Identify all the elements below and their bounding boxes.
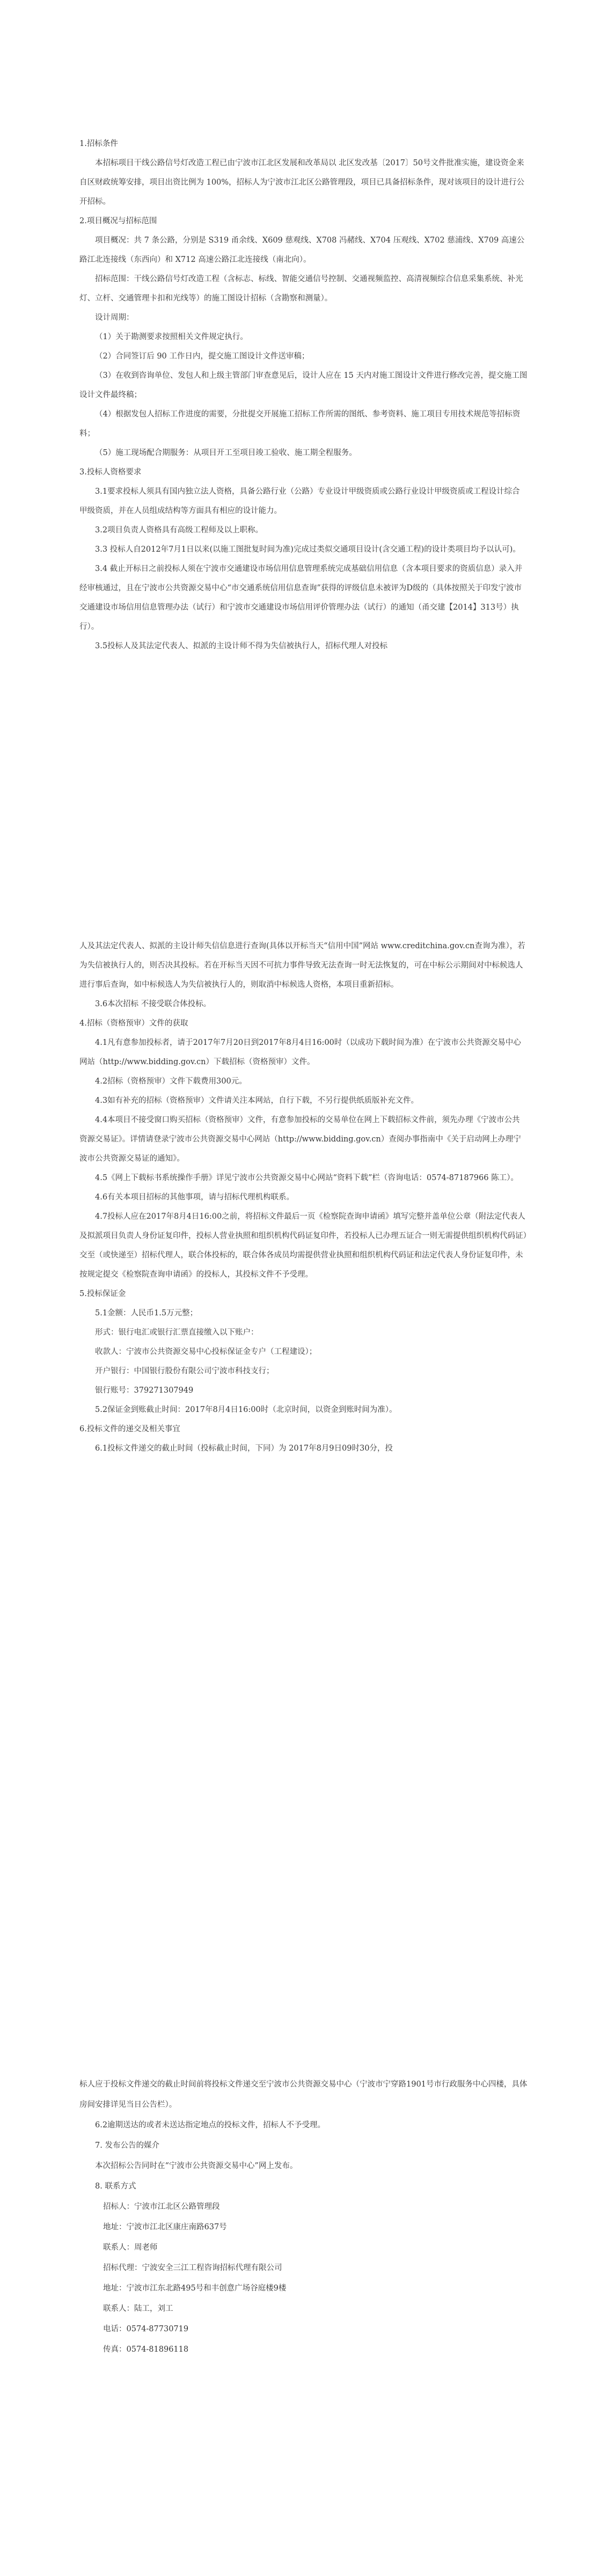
paragraph-publication-media: 本次招标公告同时在“宁波市公共资源交易中心”网上发布。 bbox=[95, 2162, 298, 2170]
bond-line: 收款人：宁波市公共资源交易中心投标保证金专户（工程建设）； bbox=[95, 1348, 317, 1356]
requirement-item: （1）关于勘测要求按照相关文件规定执行。 bbox=[95, 333, 248, 341]
acquisition-item: 4.2招标（资格预审）文件下载费用300元。 bbox=[95, 1077, 247, 1086]
contact-line: 联系人：陆工，刘工 bbox=[103, 2304, 173, 2313]
section-block-1 bbox=[79, 134, 528, 656]
contact-line: 电话：0574-87730719 bbox=[103, 2325, 189, 2333]
heading-project-overview: 2.项目概况与招标范围 bbox=[79, 217, 157, 225]
heading-submission: 6.投标文件的递交及相关事宜 bbox=[79, 1425, 180, 1433]
heading-document-acquisition: 4.招标（资格预审）文件的获取 bbox=[79, 1019, 188, 1028]
contact-line: 联系人：周老师 bbox=[103, 2243, 158, 2252]
requirement-item: （2）合同签订后 90 工作日内，提交施工图设计文件送审稿； bbox=[95, 352, 310, 361]
bond-line: 5.1金额：人民币1.5万元整； bbox=[95, 1309, 198, 1318]
heading-qualification: 3.投标人资格要求 bbox=[79, 468, 142, 477]
qualification-item: 3.5投标人及其法定代表人、拟派的主设计师不得为失信被执行人，招标代理人对投标 bbox=[95, 642, 388, 650]
acquisition-item: 4.6有关本项目招标的其他事项，请与招标代理机构联系。 bbox=[95, 1193, 295, 1202]
section-block-3 bbox=[79, 2074, 528, 2360]
qualification-item: 3.2项目负责人资格具有高级工程师及以上职称。 bbox=[95, 526, 264, 535]
qualification-item: 3.6本次招标 不接受联合体投标。 bbox=[95, 1000, 211, 1008]
requirement-item: （3）在收到咨询单位、发包人和上级主管部门审查意见后，设计人应在 15 天内对施工图设计文件进行修改完善，提交施工图设计文件最终稿； bbox=[79, 371, 528, 399]
design-requirements-heading: 设计周期： bbox=[95, 313, 134, 322]
paragraph-bidding-conditions: 本招标项目干线公路信号灯改造工程已由宁波市江北区发展和改革局以 北区发改基〔2017〕50号文件批准实施，建设资金来自区财政统筹安排，项目出资比例为 100%，招标人为宁波市江北区公路管理段，项目已具备招标条件，现对该项目的设计进行公开招标。 bbox=[79, 159, 525, 206]
paragraph-continuation: 标人应于投标文件递交的截止时间前将投标文件递交至宁波市公共资源交易中心（宁波市宁穿路1901号市行政服务中心四楼，具体房间安排详见当日公告栏）。 bbox=[79, 2080, 528, 2109]
submission-item: 6.2逾期送达的或者未送达指定地点的投标文件，招标人不予受理。 bbox=[95, 2121, 326, 2129]
acquisition-item: 4.4本项目不接受窗口购买招标（资格预审）文件，有意参加投标的交易单位在网上下载招标文件前，须先办理《宁波市公共资源交易证》。详情请登录宁波市公共资源交易中心网站（http://www.bidding.gov.cn）查阅办事指南中《关于启动网上办理宁波市公共资源交易证的通知》。 bbox=[79, 1116, 521, 1163]
heading-bid-bond: 5.投标保证金 bbox=[79, 1290, 126, 1298]
contact-line: 招标代理：宁波安全三江工程咨询招标代理有限公司 bbox=[103, 2264, 282, 2272]
requirement-item: （4）根据发包人招标工作进度的需要，分批提交开展施工招标工作所需的图纸、参考资料、施工项目专用技术规范等招标资料； bbox=[79, 410, 521, 438]
heading-contact: 8. 联系方式 bbox=[95, 2182, 136, 2191]
qualification-item: 3.3 投标人自2012年7月1日以来(以施工图批复时间为准)完成过类似交通项目设计(含交通工程)的设计类项目均予以认可)。 bbox=[95, 545, 521, 554]
bond-line: 形式：银行电汇或银行汇票直接缴入以下账户： bbox=[95, 1328, 259, 1337]
section-block-2 bbox=[79, 936, 528, 1458]
contact-line: 地址：宁波市江北区康庄南路637号 bbox=[103, 2223, 227, 2231]
bond-line: 开户银行：中国银行股份有限公司宁波市科技支行； bbox=[95, 1367, 274, 1375]
submission-item: 6.1投标文件递交的截止时间（投标截止时间，下同）为 2017年8月9日09时30分，投 bbox=[95, 1444, 393, 1453]
paragraph-continuation: 人及其法定代表人、拟派的主设计师失信信息进行查询(具体以开标当天“信用中国”网站 www.creditchina.gov.cn查询为准），若为失信被执行人的，则否决其投标。若在开标当天因不可抗力事件导致无法查询一时无法恢复的，可在中标公示期间对中标候选人进行事后查询，如中标候选人为失信被执行人的，则取消中标候选人资格，本项目重新招标。 bbox=[79, 942, 525, 989]
heading-bidding-conditions: 1.招标条件 bbox=[79, 140, 118, 148]
bond-line: 银行账号：379271307949 bbox=[95, 1386, 194, 1395]
heading-publication-media: 7. 发布公告的媒介 bbox=[95, 2141, 159, 2150]
contact-line: 地址：宁波市江东北路495号和丰创意广场谷庭楼9楼 bbox=[103, 2284, 287, 2293]
acquisition-item: 4.5《网上下载标书系统操作手册》详见宁波市公共资源交易中心网站“资料下载”栏（咨询电话：0574-87187966 陈工）。 bbox=[95, 1174, 518, 1182]
bond-line: 5.2保证金到账截止时间：2017年8月4日16:00时（北京时间，以资金到账时间为准）。 bbox=[95, 1406, 397, 1414]
paragraph-project-overview: 项目概况：共 7 条公路，分别是 S319 甬余线、X609 慈观线、X708 冯赭线、X704 压观线、X702 慈浦线、X709 高速公路江北连接线（东西向）和 X712 高速公路江北连接线（南北向）。 bbox=[79, 236, 525, 264]
paragraph-bidding-scope: 招标范围：干线公路信号灯改造工程（含标志、标线、智能交通信号控制、交通视频监控、高清视频综合信息采集系统、补光灯、立杆、交通管理卡扣和光线等）的施工图设计招标（含勘察和测量）。 bbox=[79, 275, 523, 303]
qualification-item: 3.4 截止开标日之前投标人须在宁波市交通建设市场信用信息管理系统完成基础信用信息（含本项目要求的资质信息）录入并经审核通过，且在宁波市公共资源交易中心“市交通系统信用信息查询”获得的评级信息未被评为D级的（具体按照关于印发宁波市交通建设市场信用信息管理办法（试行）和宁波市交通建设市场信用评价管理办法（试行）的通知（甬交建【2014】313号）执行）。 bbox=[79, 565, 523, 631]
contact-list bbox=[79, 2197, 528, 2360]
qualification-item: 3.1要求投标人须具有国内独立法人资格，具备公路行业（公路）专业设计甲级资质或公路行业设计甲级资质或工程设计综合甲级资质，并在人员组成结构等方面具有相应的设计能力。 bbox=[79, 487, 520, 515]
contact-line: 招标人：宁波市江北区公路管理段 bbox=[103, 2202, 220, 2211]
requirement-item: （5）施工现场配合期服务：从项目开工至项目竣工验收、施工期全程服务。 bbox=[95, 449, 357, 457]
acquisition-item: 4.1凡有意参加投标者，请于2017年7月20日到2017年8月4日16:00时（以成功下载时间为准）在宁波市公共资源交易中心网站（http://www.bidding.gov.cn）下载招标（资格预审）文件。 bbox=[79, 1038, 521, 1066]
acquisition-item: 4.3如有补充的招标（资格预审）文件请关注本网站，自行下载，不另行提供纸质版补充文件。 bbox=[95, 1096, 419, 1105]
contact-line: 传真：0574-81896118 bbox=[103, 2345, 189, 2354]
acquisition-item: 4.7投标人应在2017年8月4日16:00之前，将招标文件最后一页《检察院查询申请函》填写完整并盖单位公章（附法定代表人及拟派项目负责人身份证复印件，投标人营业执照和组织机构代码证复印件，若投标人已办理五证合一则无需提供组织机构代码证）交至（或快递至）招标代理人，联合体投标的，联合体各成员均需提供营业执照和组织机构代码证和法定代表人身份证复印件，未按规定提交《检察院查询申请函》的投标人，其投标文件不予受理。 bbox=[79, 1212, 527, 1279]
